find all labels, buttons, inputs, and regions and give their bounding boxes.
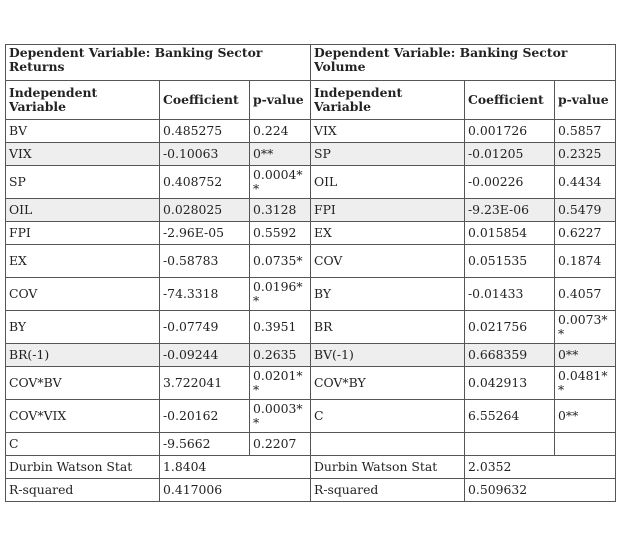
coefficient-right: -0.01205	[465, 143, 555, 166]
pvalue-right: 0.2325	[555, 143, 616, 166]
coefficient-right: 0.051535	[465, 245, 555, 278]
coefficient-right: 0.042913	[465, 367, 555, 400]
variable-right: BR	[311, 311, 465, 344]
pvalue-left: 0.0196**	[250, 278, 311, 311]
coefficient-right: 6.55264	[465, 400, 555, 433]
coefficient-left: 0.485275	[160, 120, 250, 143]
variable-left: BV	[6, 120, 160, 143]
col-coefficient-left: Coefficient	[160, 81, 250, 120]
pvalue-left: 0.5592	[250, 222, 311, 245]
variable-right: SP	[311, 143, 465, 166]
variable-left: BY	[6, 311, 160, 344]
dependent-variable-returns: Dependent Variable: Banking Sector Returns	[6, 45, 311, 81]
coefficient-right: -0.01433	[465, 278, 555, 311]
coefficient-right: 0.668359	[465, 344, 555, 367]
coefficient-right	[465, 433, 555, 456]
table-row	[6, 120, 616, 143]
variable-right: BY	[311, 278, 465, 311]
dependent-variable-header-row	[6, 45, 616, 81]
col-coefficient-right: Coefficient	[465, 81, 555, 120]
table-row	[6, 344, 616, 367]
coefficient-right: -0.00226	[465, 166, 555, 199]
column-header-row	[6, 81, 616, 120]
summary-value-right: 0.509632	[465, 479, 616, 502]
pvalue-left: 0.0735*	[250, 245, 311, 278]
pvalue-right: 0.1874	[555, 245, 616, 278]
table-row	[6, 199, 616, 222]
variable-left: SP	[6, 166, 160, 199]
table-row	[6, 166, 616, 199]
coefficient-left: -0.07749	[160, 311, 250, 344]
variable-right: EX	[311, 222, 465, 245]
table-row	[6, 433, 616, 456]
pvalue-left: 0.2207	[250, 433, 311, 456]
variable-right	[311, 433, 465, 456]
col-pvalue-right: p-value	[555, 81, 616, 120]
dependent-variable-volume: Dependent Variable: Banking Sector Volume	[311, 45, 616, 81]
summary-row	[6, 456, 616, 479]
pvalue-right: 0.4434	[555, 166, 616, 199]
coefficient-right: 0.021756	[465, 311, 555, 344]
pvalue-left: 0**	[250, 143, 311, 166]
variable-left: BR(-1)	[6, 344, 160, 367]
variable-right: COV*BY	[311, 367, 465, 400]
coefficient-right: 0.001726	[465, 120, 555, 143]
coefficient-left: 0.028025	[160, 199, 250, 222]
table-row	[6, 245, 616, 278]
coefficient-left: -2.96E-05	[160, 222, 250, 245]
table-row	[6, 278, 616, 311]
coefficient-left: -0.20162	[160, 400, 250, 433]
pvalue-right: 0**	[555, 400, 616, 433]
pvalue-left: 0.0003**	[250, 400, 311, 433]
coefficient-right: 0.015854	[465, 222, 555, 245]
regression-table	[5, 44, 616, 502]
coefficient-left: -0.09244	[160, 344, 250, 367]
pvalue-right	[555, 433, 616, 456]
summary-value-left: 0.417006	[160, 479, 311, 502]
variable-left: COV*VIX	[6, 400, 160, 433]
pvalue-right: 0.6227	[555, 222, 616, 245]
col-independent-right: Independent Variable	[311, 81, 465, 120]
summary-row	[6, 479, 616, 502]
variable-left: COV	[6, 278, 160, 311]
pvalue-left: 0.0004**	[250, 166, 311, 199]
data-rows	[6, 120, 616, 456]
variable-right: OIL	[311, 166, 465, 199]
variable-left: COV*BV	[6, 367, 160, 400]
pvalue-left: 0.2635	[250, 344, 311, 367]
variable-left: OIL	[6, 199, 160, 222]
variable-left: FPI	[6, 222, 160, 245]
coefficient-left: -0.58783	[160, 245, 250, 278]
pvalue-left: 0.3951	[250, 311, 311, 344]
summary-value-left: 1.8404	[160, 456, 311, 479]
coefficient-left: -0.10063	[160, 143, 250, 166]
summary-value-right: 2.0352	[465, 456, 616, 479]
pvalue-left: 0.3128	[250, 199, 311, 222]
variable-left: VIX	[6, 143, 160, 166]
pvalue-right: 0.5479	[555, 199, 616, 222]
pvalue-right: 0.5857	[555, 120, 616, 143]
table-row	[6, 311, 616, 344]
variable-right: VIX	[311, 120, 465, 143]
table-row	[6, 400, 616, 433]
col-independent-left: Independent Variable	[6, 81, 160, 120]
summary-rows	[6, 456, 616, 502]
coefficient-left: -9.5662	[160, 433, 250, 456]
summary-label-left: R-squared	[6, 479, 160, 502]
pvalue-left: 0.224	[250, 120, 311, 143]
pvalue-left: 0.0201**	[250, 367, 311, 400]
variable-left: EX	[6, 245, 160, 278]
pvalue-right: 0.0073**	[555, 311, 616, 344]
variable-left: C	[6, 433, 160, 456]
coefficient-left: 3.722041	[160, 367, 250, 400]
coefficient-left: 0.408752	[160, 166, 250, 199]
table-row	[6, 222, 616, 245]
summary-label-right: R-squared	[311, 479, 465, 502]
coefficient-left: -74.3318	[160, 278, 250, 311]
variable-right: COV	[311, 245, 465, 278]
pvalue-right: 0**	[555, 344, 616, 367]
summary-label-left: Durbin Watson Stat	[6, 456, 160, 479]
variable-right: FPI	[311, 199, 465, 222]
col-pvalue-left: p-value	[250, 81, 311, 120]
pvalue-right: 0.4057	[555, 278, 616, 311]
coefficient-right: -9.23E-06	[465, 199, 555, 222]
table-row	[6, 367, 616, 400]
pvalue-right: 0.0481**	[555, 367, 616, 400]
table-row	[6, 143, 616, 166]
variable-right: BV(-1)	[311, 344, 465, 367]
variable-right: C	[311, 400, 465, 433]
summary-label-right: Durbin Watson Stat	[311, 456, 465, 479]
